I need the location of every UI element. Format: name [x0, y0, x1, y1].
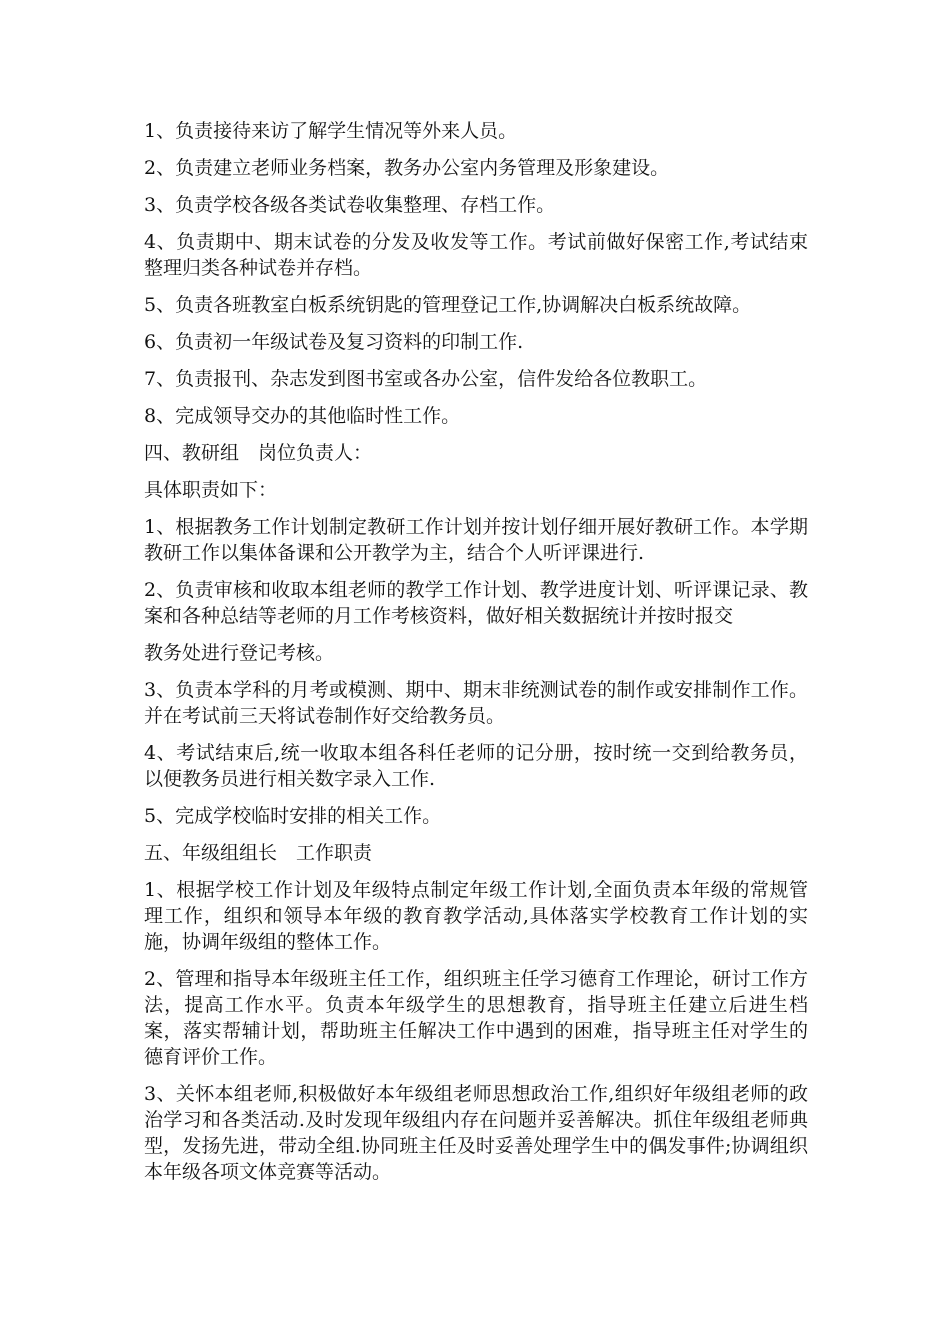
paragraph-office-item-6: 6、负责初一年级试卷及复习资料的印制工作.: [144, 331, 524, 353]
paragraph-research-item-2: 2、负责审核和收取本组老师的教学工作计划、教学进度计划、听评课记录、教案和各种总结等老师的月工作考核资料，做好相关数据统计并按时报交: [144, 579, 808, 627]
paragraph-research-item-1: 1、根据教务工作计划制定教研工作计划并按计划仔细开展好教研工作。本学期教研工作以集体备课和公开教学为主，结合个人听评课进行.: [144, 516, 808, 564]
paragraph-office-item-4: 4、负责期中、期末试卷的分发及收发等工作。考试前做好保密工作,考试结束整理归类各种试卷并存档。: [144, 231, 808, 279]
paragraph-grade-item-3: 3、关怀本组老师,积极做好本年级组老师思想政治工作,组织好年级组老师的政治学习和各类活动.及时发现年级组内存在问题并妥善解决。抓住年级组老师典型，发扬先进，带动全组.协同班主任及时妥善处理学生中的偶发事件;协调组织本年级各项文体竞赛等活动。: [144, 1083, 808, 1183]
duties-intro: 具体职责如下：: [144, 479, 278, 501]
paragraph-office-item-7: 7、负责报刊、杂志发到图书室或各办公室，信件发给各位教职工。: [144, 368, 708, 390]
section-heading-grade-leader: 五、年级组组长 工作职责: [144, 842, 373, 864]
paragraph-office-item-5: 5、负责各班教室白板系统钥匙的管理登记工作,协调解决白板系统故障。: [144, 294, 752, 316]
paragraph-grade-item-2: 2、管理和指导本年级班主任工作，组织班主任学习德育工作理论，研讨工作方法，提高工作水平。负责本年级学生的思想教育，指导班主任建立后进生档案，落实帮辅计划，帮助班主任解决工作中遇到的困难，指导班主任对学生的德育评价工作。: [144, 968, 808, 1068]
document-body: [144, 118, 808, 1196]
paragraph-office-item-3: 3、负责学校各级各类试卷收集整理、存档工作。: [144, 194, 556, 216]
paragraph-research-item-3: 3、负责本学科的月考或模测、期中、期末非统测试卷的制作或安排制作工作。并在考试前三天将试卷制作好交给教务员。: [144, 679, 808, 727]
paragraph-grade-item-1: 1、根据学校工作计划及年级特点制定年级工作计划,全面负责本年级的常规管理工作，组织和领导本年级的教育教学活动,具体落实学校教育工作计划的实施，协调年级组的整体工作。: [144, 879, 808, 953]
paragraph-research-item-4: 4、考试结束后,统一收取本组各科任老师的记分册，按时统一交到给教务员，以便教务员进行相关数字录入工作.: [144, 742, 808, 790]
section-heading-research-group: 四、教研组 岗位负责人：: [144, 442, 373, 464]
paragraph-research-item-2-continued: 教务处进行登记考核。: [144, 642, 335, 664]
paragraph-research-item-5: 5、完成学校临时安排的相关工作。: [144, 805, 442, 827]
paragraph-office-item-8: 8、完成领导交办的其他临时性工作。: [144, 405, 461, 427]
paragraph-office-item-1: 1、负责接待来访了解学生情况等外来人员。: [144, 120, 518, 142]
paragraph-office-item-2: 2、负责建立老师业务档案，教务办公室内务管理及形象建设。: [144, 157, 670, 179]
